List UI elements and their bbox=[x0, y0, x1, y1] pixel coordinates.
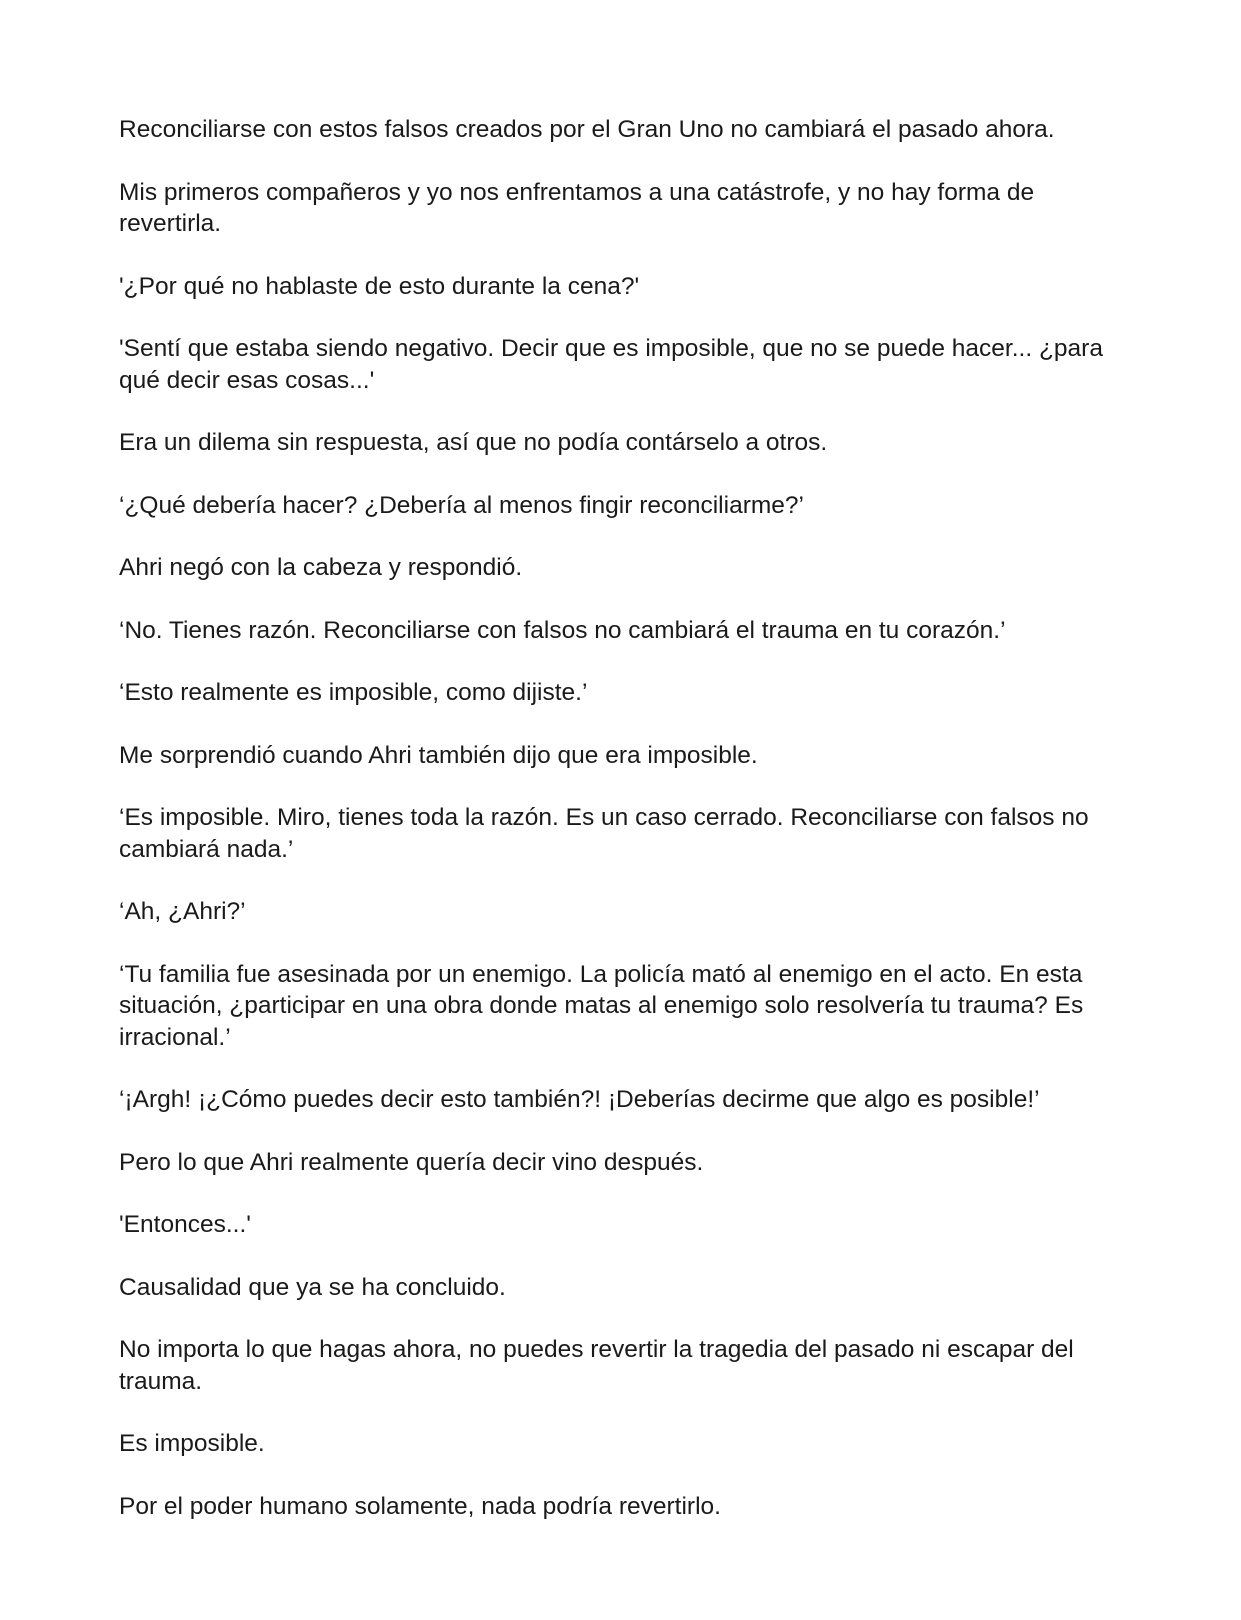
paragraph: ‘Tu familia fue asesinada por un enemigo. La policía mató al enemigo en el acto. En esta situación, ¿participar en una obra donde matas al enemigo solo resolvería tu trauma? Es irracional.’ bbox=[119, 960, 1084, 1051]
paragraph: Era un dilema sin respuesta, así que no podía contárselo a otros. bbox=[119, 429, 828, 456]
paragraph: No importa lo que hagas ahora, no puedes revertir la tragedia del pasado ni escapar del trauma. bbox=[119, 1336, 1074, 1395]
paragraph: Por el poder humano solamente, nada podría revertirlo. bbox=[119, 1492, 721, 1520]
paragraph: ‘Ah, ¿Ahri?’ bbox=[119, 898, 246, 925]
document-body bbox=[119, 114, 1129, 1553]
paragraph: '¿Por qué no hablaste de esto durante la cena?' bbox=[119, 272, 640, 300]
paragraph: Causalidad que ya se ha concluido. bbox=[119, 1273, 506, 1301]
paragraph: Reconciliarse con estos falsos creados por el Gran Uno no cambiará el pasado ahora. bbox=[119, 116, 1055, 143]
paragraph: Pero lo que Ahri realmente quería decir vino después. bbox=[119, 1148, 704, 1176]
paragraph: Mis primeros compañeros y yo nos enfrentamos a una catástrofe, y no hay forma de revertirla. bbox=[119, 178, 1035, 237]
paragraph: 'Sentí que estaba siendo negativo. Decir que es imposible, que no se puede hacer... ¿para qué decir esas cosas...' bbox=[119, 335, 1103, 394]
paragraph: Es imposible. bbox=[119, 1430, 265, 1457]
paragraph: ‘Esto realmente es imposible, como dijiste.’ bbox=[119, 679, 588, 706]
paragraph: ‘No. Tienes razón. Reconciliarse con falsos no cambiará el trauma en tu corazón.’ bbox=[119, 616, 1006, 644]
paragraph: ‘Es imposible. Miro, tienes toda la razón. Es un caso cerrado. Reconciliarse con falsos no cambiará nada.’ bbox=[119, 804, 1089, 863]
paragraph: ‘¡Argh! ¡¿Cómo puedes decir esto también?! ¡Deberías decirme que algo es posible!’ bbox=[119, 1086, 1040, 1113]
paragraph: 'Entonces...' bbox=[119, 1211, 251, 1238]
paragraph: Me sorprendió cuando Ahri también dijo que era imposible. bbox=[119, 741, 758, 769]
paragraph: Ahri negó con la cabeza y respondió. bbox=[119, 554, 523, 581]
paragraph: ‘¿Qué debería hacer? ¿Debería al menos fingir reconciliarme?’ bbox=[119, 491, 804, 519]
